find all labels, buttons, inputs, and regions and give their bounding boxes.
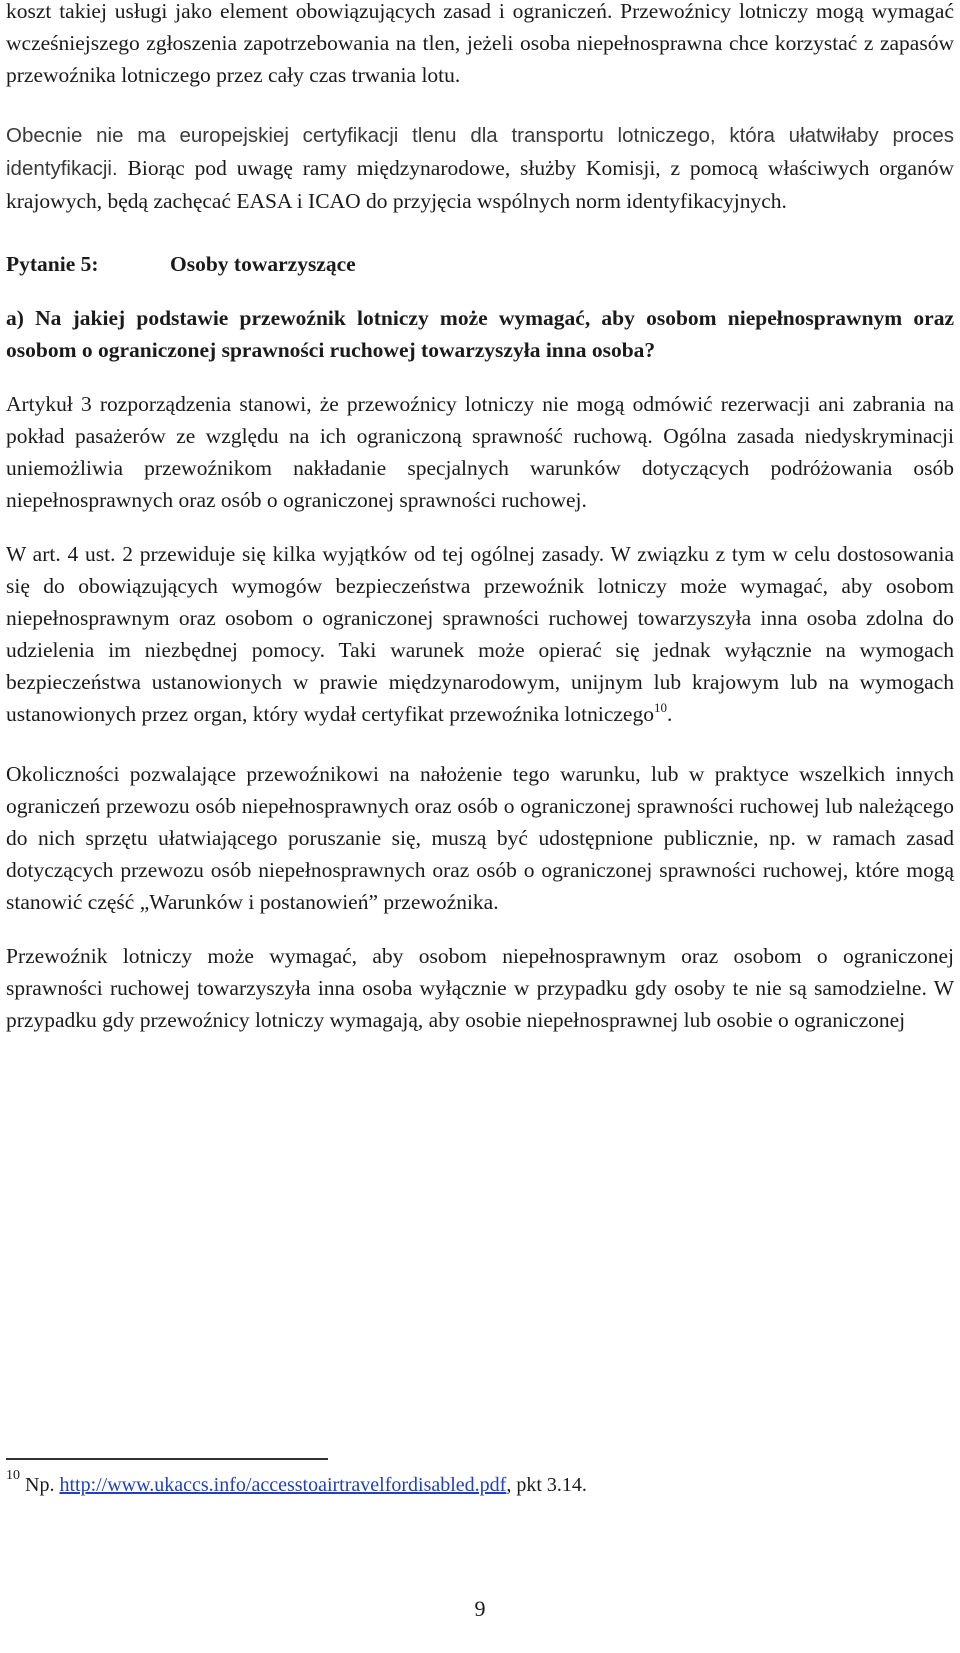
sub-question-a: a) Na jakiej podstawie przewoźnik lotniczy może wymagać, aby osobom niepełnosprawnym oraz osobom o ograniczonej sprawności ruchowej towarzyszyła inna osoba? — [6, 306, 954, 362]
paragraph-certification-sans-text: Obecnie nie ma europejskiej certyfikacji tlenu dla transportu lotniczego, która ułatwiłaby proces identyfikacji. — [6, 124, 954, 180]
paragraph-article-3: Artykuł 3 rozporządzenia stanowi, że przewoźnicy lotniczy nie mogą odmówić rezerwacji ani zabrania na pokład pasażerów ze względu na ich ograniczoną sprawność ruchową. Ogólna zasada niedyskryminacji uniemożliwia przewoźnikom nakładanie specjalnych warunków dotyczących podróżowania osób niepełnosprawnych oraz osób o ograniczonej sprawności ruchowej. — [6, 392, 954, 512]
footnote-link[interactable]: http://www.ukaccs.info/accesstoairtravelfordisabled.pdf — [59, 1474, 507, 1496]
paragraph-circumstances: Okoliczności pozwalające przewoźnikowi na nałożenie tego warunku, lub w praktyce wszelkich innych ograniczeń przewozu osób niepełnosprawnych oraz osób o ograniczonej sprawności ruchowej lub należącego do nich sprzętu ułatwiającego poruszanie się, muszą być udostępnione publicznie, np. w ramach zasad dotyczących przewozu osób niepełnosprawnych oraz osób o ograniczonej sprawności ruchowej, które mogą stanowić część „Warunków i postanowień” przewoźnika. — [6, 762, 954, 914]
question-title: Osoby towarzyszące — [170, 252, 356, 276]
document-page — [6, 0, 954, 1036]
paragraph-article-4-text: W art. 4 ust. 2 przewiduje się kilka wyjątków od tej ogólnej zasady. W związku z tym w celu dostosowania się do obowiązujących wymogów bezpieczeństwa przewoźnik lotniczy może wymagać, aby osobom niepełnosprawnym oraz osobom o ograniczonej sprawności ruchowej towarzyszyła inna osoba zdolna do udzielenia im niezbędnej pomocy. Taki warunek może opierać się jednak wyłącznie na wymogach bezpieczeństwa ustanowionych w prawie międzynarodowym, unijnym lub krajowym lub na wymogach ustanowionych przez organ, który wydał certyfikat przewoźnika lotniczego — [6, 542, 954, 726]
paragraph-article-4 — [6, 538, 954, 730]
paragraph-oxygen-supply: koszt takiej usługi jako element obowiązujących zasad i ograniczeń. Przewoźnicy lotniczy mogą wymagać wcześniejszego zgłoszenia zapotrzebowania na tlen, jeżeli osoba niepełnosprawna chce korzystać z zapasów przewoźnika lotniczego przez cały czas trwania lotu. — [6, 0, 954, 87]
footnote-suffix: , pkt 3.14. — [506, 1474, 587, 1496]
footnote — [6, 1470, 587, 1500]
footnote-divider — [6, 1458, 328, 1460]
paragraph-accompanying-person: Przewoźnik lotniczy może wymagać, aby osobom niepełnosprawnym oraz osobom o ograniczonej sprawności ruchowej towarzyszyła inna osoba wyłącznie w przypadku gdy osoby te nie są samodzielne. W przypadku gdy przewoźnicy lotniczy wymagają, aby osobie niepełnosprawnej lub osobie o ograniczonej — [6, 944, 954, 1032]
question-label: Pytanie 5: — [6, 252, 99, 276]
page-number: 9 — [474, 1596, 486, 1621]
footnote-prefix: Np. — [20, 1474, 60, 1496]
question-heading — [6, 248, 954, 280]
paragraph-oxygen-certification — [6, 119, 954, 217]
footnote-reference[interactable]: 10 — [653, 700, 667, 715]
paragraph-article-4-end: . — [666, 702, 673, 726]
footnote-number: 10 — [6, 1468, 20, 1483]
paragraph-certification-serif-text: Biorąc pod uwagę ramy międzynarodowe, służby Komisji, z pomocą właściwych organów krajowych, będą zachęcać EASA i ICAO do przyjęcia wspólnych norm identyfikacyjnych. — [6, 156, 955, 213]
